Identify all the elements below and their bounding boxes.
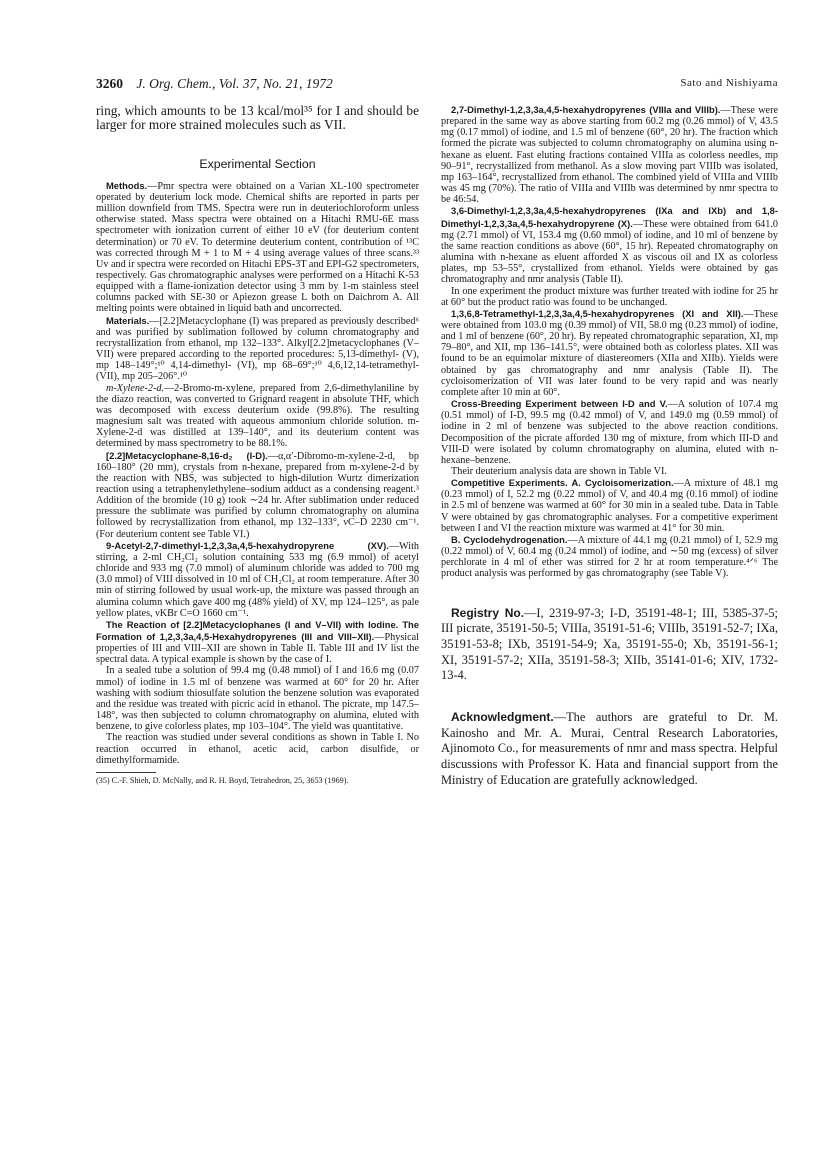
paragraph-heading: Methods. — [106, 179, 148, 191]
paragraph-body: —A mixture of 48.1 mg (0.23 mmol) of I, 52.2 mg (0.22 mmol) of V, and 40.4 mg (0.16 mmol) of iodine in 2.5 ml of benzene was warmed at 60° for 30 min in a sealed tube. Data in Table V were obtained by gas chromatographic analyses. For a competitive experiment between I and VI the reaction mixture was warmed at 41° for 30 min. — [441, 478, 778, 534]
xi-paragraph — [441, 308, 778, 398]
paragraph-body: —The authors are grateful to Dr. M. Kainosho and Mr. A. Murai, Central Research Laboratories, Ajinomoto Co., for measurements of nmr and mass spectra. Helpful discussions with Professor K. Hata and financial support from the Ministry of Education are gratefully acknowledged. — [441, 710, 778, 787]
materials-paragraph — [96, 315, 419, 383]
paragraph-heading: Competitive Experiments. A. Cycloisomerization. — [451, 477, 674, 489]
paragraph-body: —A mixture of 44.1 mg (0.21 mmol) of I, 52.9 mg (0.22 mmol) of V, 60.4 mg (0.24 mmol) of iodine, and ∼50 mg (excess) of silver perchlorate in 4 ml of ether was stirred for 2 hr at room temperature.⁴ᐟ⁶ The product analysis was performed by gas chromatography (see Table V). — [441, 534, 778, 580]
running-authors: Sato and Nishiyama — [680, 77, 778, 89]
left-column — [96, 104, 419, 786]
paragraph-body: —Pmr spectra were obtained on a Varian XL-100 spectrometer operated by deuterium lock mode. Chemical shifts are reported in parts per million downfield from TMS. Spectra were run in deuteriochloroform unless otherwise stated. Mass spectra were obtained on a Hitachi RMU-6E mass spectrometer with ionization current of either 10 eV (for deuterium content determination) or 70 eV. To determine deuterium content, contribution of ¹³C was corrected through M + 1 to M + 4 using average values of three scans.³³ Uv and ir spectra were recorded on Hitachi EPS-3T and EPI-G2 spectrometers, respectively. Gas chromatographic analyses were performed on a Hitachi K-53 equipped with a flame-ionization detector using 3 mm by 1-m stainless steel columns packed with SE-30 or Apiezon grease L both on Daichrom A. All melting points were obtained in liquid bath and uncorrected. — [96, 180, 419, 315]
paragraph-body: —These were obtained from 641.0 mg (2.71 mmol) of VI, 153.4 mg (0.60 mmol) of iodine, and 10 ml of benzene by the same reaction conditions as above (60°, 15 hr). Repeated chromatography on alumina with n-hexane as eluent afforded X as viscous oil and IX as colorless plates, mp 53–55°, crystallized from ethanol. Yields were obtained by gas chromatography and nmr analysis (Table II). — [441, 218, 779, 286]
paragraph-heading: m-Xylene-2-d. — [106, 382, 164, 394]
paragraph-body: —2-Bromo-m-xylene, prepared from 2,6-dimethylaniline by the diazo reaction, was converted to Grignard reagent in absolute THF, which was decomposed with excess deuterium oxide (99.8%). The resulting magnesium salt was treated with aqueous ammonium chloride solution. m-Xylene-2-d was distilled at 139–140°, and its deuterium content was determined by mass spectrometry to be 88.1%. — [96, 382, 419, 450]
journal-citation: J. Org. Chem., Vol. 37, No. 21, 1972 — [136, 76, 333, 91]
paragraph-heading: 1,3,6,8-Tetramethyl-1,2,3,3a,4,5-hexahydropyrenes (XI and XII). — [451, 307, 744, 319]
registry-paragraph — [441, 606, 778, 685]
competitive-paragraph — [441, 477, 778, 534]
xylene-paragraph — [96, 383, 419, 450]
page-number: 3260 — [96, 76, 123, 91]
reaction-paragraph — [96, 619, 419, 666]
paragraph-heading: [2.2]Metacyclophane-8,16-d₂ (I-D). — [106, 449, 268, 461]
right-column — [441, 104, 778, 789]
cross-breeding-paragraph — [441, 398, 778, 466]
paragraph-heading: Acknowledgment. — [451, 710, 554, 725]
paragraph-heading: 9-Acetyl-2,7-dimethyl-1,2,3,3a,4,5-hexahydropyrene (XV). — [106, 539, 389, 551]
paragraph-body: —These were obtained from 103.0 mg (0.39 mmol) of VII, 58.0 mg (0.23 mmol) of iodine, and 1 ml of benzene (60°, 20 hr). By repeated chromatographic separation, XI, mp 79–80°, and XII, mp 136–141.5°, were obtained both as colorless plates. XII was found to be an equimolar mixture of diastereomers (XIIa and XIIb). Yields were obtained by gas chromatography and nmr analysis (Table II). The cycloisomerization of VII was later found to be very rapid and was nearly complete after 10 min at 60°. — [441, 308, 778, 398]
paragraph-heading: B. Cyclodehydrogenation. — [451, 533, 568, 545]
paragraph-heading: 2,7-Dimethyl-1,2,3,3a,4,5-hexahydropyrenes (VIIIa and VIIIb). — [451, 104, 721, 115]
paragraph-heading: Materials. — [106, 314, 150, 326]
section-title: Experimental Section — [199, 156, 316, 171]
conditions-paragraph: The reaction was studied under several conditions as shown in Table I. No reaction occurred in ethanol, acetic acid, carbon disulfide, or dimethylformamide. — [96, 732, 419, 766]
acknowledgment-paragraph — [441, 710, 778, 789]
one-experiment-paragraph: In one experiment the product mixture was further treated with iodine for 25 hr at 60° but the product ratio was found to be unchanged. — [441, 285, 778, 308]
paragraph-body: —Physical properties of III and VIII–XII are shown in Table II. Table III and IV list the spectral data. A typical example is shown by the case of I. — [96, 632, 419, 666]
paragraph-heading: The Reaction of [2.2]Metacyclophanes (I and V–VII) with Iodine. The Formation of 1,2,3,3a,4,5-Hexahydropyrenes (III and VIII–XII). — [96, 618, 419, 642]
footnote: (35) C.-F. Shieh, D. McNally, and R. H. Boyd, Tetrahedron, 25, 3653 (1969). — [96, 775, 349, 785]
paragraph-body: —These were prepared in the same way as above starting from 60.2 mg (0.26 mmol) of V, 43.5 mg (0.17 mmol) of iodine, and 1.5 ml of benzene (60°, 20 hr). The fraction which formed the picrate was subjected to column chromatography on alumina using n-hexane as eluent. Fast eluting fractions contained VIIIa as colorless needles, mp 90–91°, recrystallized from methanol. As a slow moving part VIIIb was isolated, mp 163–164°, recrystallized from ethanol. The combined yield of VIIIa and VIIIb was 45 mg (70%). The ratio of VIIIa and VIIIb was determined by nmr spectra to be 46:54. — [441, 105, 778, 206]
cyclophane-d-paragraph — [96, 450, 419, 540]
sealed-tube-paragraph: In a sealed tube a solution of 99.4 mg (0.48 mmol) of I and 16.6 mg (0.07 mmol) of iodine in 1.5 ml of benzene was warmed at 60° for 20 hr. After washing with sodium thiosulfate solution the benzene solution was evaporated and the residue was treated with picric acid in ethanol. The picrate, mp 147.5–148°, was then subjected to column chromatography on alumina, eluted with benzene, to give colorless plates, mp 103–104°. The yield was quantitative. — [96, 665, 419, 733]
viii-paragraph — [441, 104, 778, 205]
methods-paragraph — [96, 180, 419, 315]
ix-paragraph — [441, 205, 778, 285]
paragraph-body: —A solution of 107.4 mg (0.51 mmol) of I-D, 99.5 mg (0.42 mmol) of V, and 149.0 mg (0.59 mmol) of iodine in 2 ml of benzene was subjected to the above reaction conditions. Decomposition of the picrate afforded 130 mg of mixture, from which III-D and VIII-D were isolated by column chromatography on alumina, eluted with n-hexane–benzene. — [441, 399, 778, 466]
paragraph-body: —[2.2]Metacyclophane (I) was prepared as previously described⁶ and was purified by sublimation followed by column chromatography and recrystallization from ethanol, mp 132–133°. Alkyl[2.2]metacyclophanes (V–VII) were prepared according to the reported procedures: 5,13-dimethyl- (V), mp 148–149°;¹⁰ 4,14-dimethyl- (VI), mp 68–69°;¹⁰ 4,6,12,14-tetramethyl- (VII), mp 205–206°.¹⁰ — [96, 315, 419, 383]
paragraph-heading: 3,6-Dimethyl-1,2,3,3a,4,5-hexahydropyrenes (IXa and IXb) and 1,8-Dimethyl-1,2,3,3a,4,5-hexahydropyrene (X). — [441, 205, 778, 229]
dehydrogenation-paragraph — [441, 534, 778, 580]
paragraph-body: —With stirring, a 2-ml CH₂Cl₂ solution containing 533 mg (6.9 mmol) of acetyl chloride and 933 mg (7.0 mmol) of aluminum chloride was added to 700 mg (3.0 mmol) of VIII dissolved in 10 ml of CH₂Cl₂ at room temperature. After 30 min of stirring followed by usual work-up, the mixture was passed through an alumina column which gave 400 mg (48% yield) of XV, mp 124–125°, as pale yellow plates, νKBr C=O 1660 cm⁻¹. — [96, 540, 419, 619]
paragraph-heading: Cross-Breeding Experiment between I-D and V. — [451, 398, 668, 410]
acetyl-paragraph — [96, 540, 419, 619]
deuterium-paragraph: Their deuterium analysis data are shown in Table VI. — [451, 466, 667, 477]
intro-paragraph: ring, which amounts to be 13 kcal/mol³⁵ for I and should be larger for more strained molecules such as VII. — [96, 103, 419, 133]
paragraph-heading: Registry No. — [451, 605, 525, 620]
paragraph-body: —I, 2319-97-3; I-D, 35191-48-1; III, 5385-37-5; III picrate, 35191-50-5; VIIIa, 35191-51-6; VIIIb, 35191-52-7; IXa, 35191-53-8; IXb, 35191-54-9; Xa, 35191-55-0; Xb, 35191-56-1; XI, 35191-57-2; XIIa, 35191-58-3; XIIb, 35141-01-6; XIV, 1732-13-4. — [441, 605, 778, 683]
page-header — [96, 76, 778, 94]
header-left — [96, 76, 333, 92]
footnote-rule — [96, 772, 156, 773]
paragraph-body: —α,α′-Dibromo-m-xylene-2-d, bp 160–180° (20 mm), crystals from n-hexane, prepared from m-xylene-2-d by the reaction with NBS, was subjected to high-dilution Wurtz dimerization reaction using a tetraphenylethylene–sodium adduct as a condensing reagent.³ Addition of the bromide (10 g) took ∼24 hr. After sublimation under reduced pressure the sublimate was purified by column chromatography on alumina followed by recrystallization from ethanol, mp 132–133°, νC–D 2230 cm⁻¹. (For deuterium content see Table VI.) — [96, 450, 419, 540]
